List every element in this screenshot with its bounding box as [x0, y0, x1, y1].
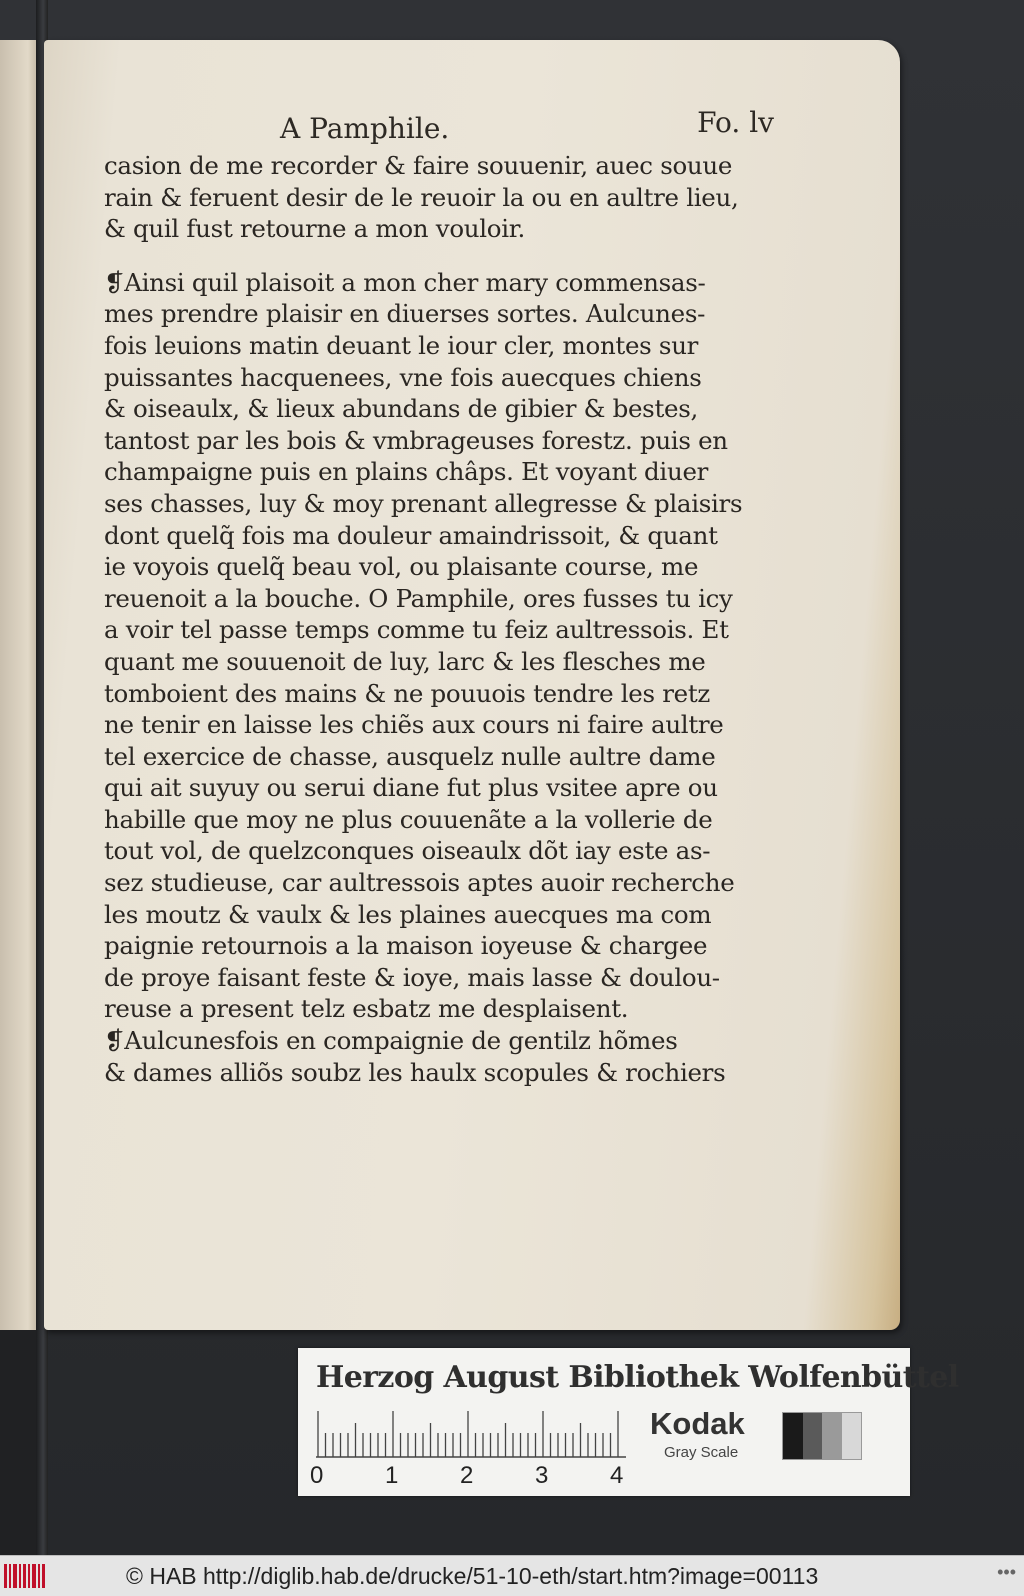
gray-scale-patches — [782, 1412, 862, 1460]
ruler-number: 2 — [460, 1462, 474, 1489]
text-line: tantost par les bois & vmbrageuses forestz. puis en — [104, 425, 728, 455]
text-line: casion de me recorder & faire souuenir, auec souue — [104, 151, 733, 180]
text-line: & dames alliõs soubz les haulx scopules & rochiers — [104, 1057, 726, 1087]
text-line: sez studieuse, car aultressois aptes auoir recherche — [104, 868, 735, 898]
paragraph-break — [104, 245, 774, 267]
text-line: tout vol, de quelzconques oiseaulx dõt iay este as- — [104, 836, 711, 866]
text-line: champaigne puis en plains châps. Et voyant diuer — [104, 457, 709, 487]
hab-barcode-logo-icon — [4, 1562, 46, 1590]
text-line: reuse a present telz esbatz me desplaisent. — [104, 994, 629, 1024]
kodak-logo: Kodak — [650, 1406, 745, 1441]
text-line: ne tenir en laisse les chiẽs aux cours ni faire aultre — [104, 710, 724, 740]
color-target-card — [298, 1348, 959, 1496]
text-line: mes prendre plaisir en diuerses sortes. Aulcunes- — [104, 299, 706, 329]
text-line: de proye faisant feste & ioye, mais lasse & doulou- — [104, 962, 720, 992]
gray-patch — [842, 1413, 862, 1459]
source-url-link[interactable]: © HAB http://diglib.hab.de/drucke/51-10-eth/start.htm?image=00113 — [126, 1563, 819, 1589]
text-line: puissantes hacquenees, vne fois auecques chiens — [104, 362, 702, 392]
library-name: Herzog August Bibliothek Wolfenbüttel — [316, 1360, 959, 1395]
text-line: reuenoit a la bouche. O Pamphile, ores fusses tu icy — [104, 583, 733, 613]
more-menu-icon[interactable]: ••• — [997, 1562, 1016, 1582]
text-line: ❡Aulcunesfois en compaignie de gentilz hõmes — [104, 1026, 678, 1056]
text-line: ses chasses, luy & moy prenant allegresse & plaisirs — [104, 488, 743, 518]
gray-patch — [803, 1413, 823, 1459]
running-title: A Pamphile. — [280, 112, 450, 145]
text-line: paignie retournois a la maison ioyeuse & chargee — [104, 931, 708, 961]
text-block — [104, 150, 774, 1088]
text-line: rain & feruent desir de le reuoir la ou en aultre lieu, — [104, 182, 739, 212]
text-line: & quil fust retourne a mon vouloir. — [104, 214, 525, 244]
ruler-number: 1 — [385, 1462, 399, 1489]
ruler-numbers — [298, 1462, 638, 1492]
ruler-number: 4 — [610, 1462, 624, 1489]
gray-scale-label: Gray Scale — [664, 1444, 739, 1461]
running-head — [104, 106, 774, 150]
text-line: ❡Ainsi quil plaisoit a mon cher mary commensas- — [104, 267, 706, 297]
text-line: a voir tel passe temps comme tu feiz aultressois. Et — [104, 615, 729, 645]
gray-patch — [822, 1413, 842, 1459]
viewer-footer — [0, 1555, 1024, 1596]
text-line: tomboient des mains & ne pouuois tendre les retz — [104, 678, 711, 708]
text-line: les moutz & vaulx & les plaines auecques ma com — [104, 899, 712, 929]
text-line: tel exercice de chasse, ausquelz nulle aultre dame — [104, 741, 716, 771]
left-page-edge — [0, 40, 40, 1330]
text-line: ie voyois quelq̃ beau vol, ou plaisante course, me — [104, 552, 699, 582]
document-page — [44, 40, 900, 1330]
text-line: & oiseaulx, & lieux abundans de gibier & bestes, — [104, 394, 698, 424]
ruler-number: 0 — [310, 1462, 324, 1489]
ruler-scale — [316, 1410, 626, 1458]
gray-patch — [783, 1413, 803, 1459]
text-line: fois leuions matin deuant le iour cler, montes sur — [104, 330, 699, 360]
text-line: quant me souuenoit de luy, larc & les flesches me — [104, 646, 706, 676]
text-line: habille que moy ne plus couuenãte a la vollerie de — [104, 804, 713, 834]
page-content — [104, 106, 774, 1088]
text-line: dont quelq̃ fois ma douleur amaindrissoit, & quant — [104, 520, 718, 550]
text-line: qui ait suyuy ou serui diane fut plus vsitee apre ou — [104, 773, 718, 803]
ruler-number: 3 — [535, 1462, 549, 1489]
cover-edge — [0, 1330, 38, 1555]
folio-number: Fo. lv — [697, 106, 774, 139]
